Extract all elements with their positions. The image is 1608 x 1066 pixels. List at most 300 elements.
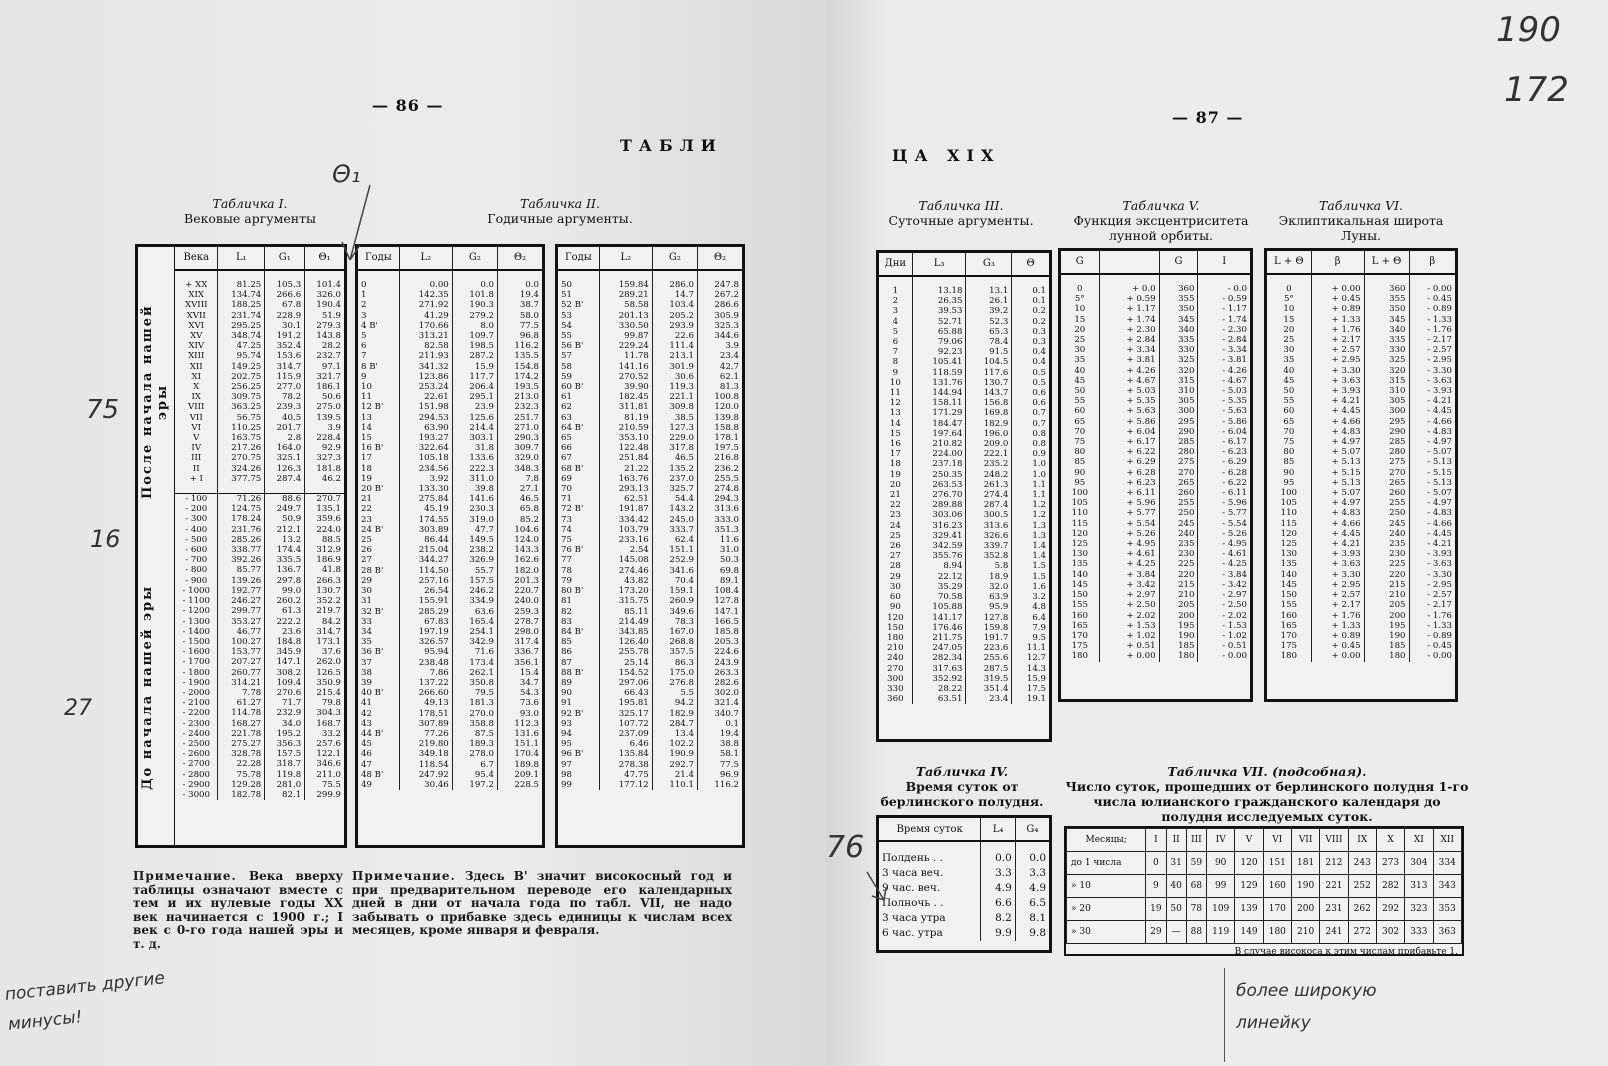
- table3-cell: 30: [889, 581, 901, 592]
- table4: [876, 815, 1052, 953]
- table6-row: [1267, 529, 1455, 539]
- table2b-cell: 167.0: [652, 627, 697, 637]
- table7-row: [1067, 875, 1462, 898]
- table1-cell: 129.28: [218, 780, 265, 790]
- table2b-cell: 96.9: [697, 770, 742, 780]
- table2a-cell: 20 B': [361, 484, 384, 495]
- table2b-row: [558, 749, 742, 759]
- table3-spacer: [879, 276, 1049, 286]
- table5-cell: - 5.77: [1198, 508, 1250, 518]
- table3-row: [879, 286, 1049, 296]
- table1-row: [175, 382, 344, 392]
- table1-cell: 201.7: [265, 423, 305, 433]
- table4-cell: 3 часа веч.: [882, 867, 944, 879]
- table7-cell: 304: [1405, 852, 1433, 875]
- table4-cell: 3.3: [981, 866, 1015, 881]
- table2a-row: [358, 586, 542, 596]
- table5-grid: [1061, 251, 1250, 662]
- table1-cell: 260.77: [218, 668, 265, 678]
- table2a-spacer: [358, 270, 542, 280]
- handwritten-27: 27: [64, 696, 92, 721]
- table1-cell: 211.0: [305, 770, 344, 780]
- table5-cell: - 1.53: [1198, 621, 1250, 631]
- table3-row: [879, 480, 1049, 490]
- table2a-cell: 170.66: [399, 321, 452, 331]
- table7-cell: 99: [1207, 875, 1235, 898]
- table5-cell: + 1.17: [1099, 304, 1159, 314]
- table2b-cell: 62: [561, 402, 572, 413]
- table5-cell: + 2.84: [1099, 335, 1159, 345]
- table2a-row: [358, 413, 542, 423]
- table1-cell: 262.0: [305, 657, 344, 667]
- table1-cell: 181.8: [305, 464, 344, 474]
- table7-cell: 68: [1186, 875, 1206, 898]
- table2a-cell: 15.4: [497, 668, 542, 678]
- table6-cell: 235: [1364, 539, 1409, 549]
- table1-row: [175, 617, 344, 627]
- table2b-row: [558, 668, 742, 678]
- handwritten-arrow: [330, 180, 380, 270]
- table6-cell: 115: [1280, 518, 1298, 529]
- table5-cell: 310: [1159, 386, 1198, 396]
- table7-cell: —: [1166, 921, 1186, 944]
- table4-grid: [879, 818, 1049, 941]
- table1-row: [175, 770, 344, 780]
- table6-row: [1267, 437, 1455, 447]
- table7-cell: 200: [1291, 898, 1319, 921]
- table1-cell: 195.2: [265, 729, 305, 739]
- table2a-cell: 26: [361, 545, 372, 556]
- table2a-cell: 206.4: [452, 382, 497, 392]
- table2a-cell: 143.3: [497, 545, 542, 555]
- table1-cell: 281.0: [265, 780, 305, 790]
- table3-cell: 0.6: [1012, 398, 1049, 408]
- table7-cell: 282: [1376, 875, 1404, 898]
- table1-cell: 126.5: [305, 668, 344, 678]
- table2b-row: [558, 770, 742, 780]
- table4-header-1: L₄: [981, 818, 1015, 841]
- table5-cell: 235: [1159, 539, 1198, 549]
- table2-title: Табличка II.: [520, 196, 600, 211]
- table2b-cell: 293.9: [652, 321, 697, 331]
- table3-cell: 4: [892, 316, 899, 327]
- table5-cell: - 6.17: [1198, 437, 1250, 447]
- table1-cell: 202.75: [218, 372, 265, 382]
- table2b-cell: 2.54: [599, 545, 652, 555]
- table3-cell: 17: [889, 449, 901, 460]
- table6-title: Табличка VI.: [1318, 198, 1404, 213]
- table5-cell: + 6.23: [1099, 478, 1159, 488]
- table2a-row: [358, 443, 542, 453]
- table2b-cell: 53: [561, 310, 572, 321]
- table1-cell: 314.21: [218, 678, 265, 688]
- table2a-row: [358, 402, 542, 412]
- table6-cell: 230: [1364, 549, 1409, 559]
- table6-cell: 85: [1283, 457, 1295, 468]
- table5-cell: 225: [1159, 559, 1198, 569]
- table2b-cell: 6.46: [599, 739, 652, 749]
- table2b-cell: 102.2: [652, 739, 697, 749]
- table1-cell: - 1700: [182, 657, 210, 668]
- table3-title: Табличка III.: [918, 198, 1004, 213]
- table2a-cell: 173.4: [452, 658, 497, 668]
- table6-cell: + 4.21: [1311, 396, 1364, 406]
- table1-cell: 352.2: [305, 596, 344, 606]
- table2b-cell: 141.16: [599, 362, 652, 372]
- table3-cell: 276.70: [912, 490, 966, 500]
- table3-cell: 224.00: [912, 449, 966, 459]
- table5-cell: 135: [1071, 559, 1088, 570]
- table2b-cell: 98: [561, 769, 572, 780]
- table7-cell: » 20: [1067, 898, 1146, 921]
- table6-cell: + 2.95: [1311, 355, 1364, 365]
- table1-title: Табличка I.: [212, 196, 288, 211]
- table2a-cell: 303.89: [399, 525, 452, 535]
- table1-cell: 115.9: [265, 372, 305, 382]
- table7-cell: 241: [1320, 921, 1348, 944]
- table3-cell: 12.7: [1012, 653, 1049, 663]
- table3-cell: 118.59: [912, 368, 966, 378]
- table1-row: [175, 708, 344, 718]
- table1-cell: - 1600: [182, 647, 210, 658]
- table6-cell: - 2.17: [1409, 335, 1455, 345]
- table7-cell: 139: [1235, 898, 1263, 921]
- table5-cell: - 5.63: [1198, 406, 1250, 416]
- table2a-cell: 114.50: [399, 566, 452, 576]
- table5-cell: 120: [1071, 528, 1088, 539]
- table6-row: [1267, 641, 1455, 651]
- table2a-cell: 58.0: [497, 311, 542, 321]
- table1-cell: 215.4: [305, 688, 344, 698]
- table3-row: [879, 449, 1049, 459]
- table2a-cell: 39: [361, 677, 372, 688]
- table6-cell: - 1.76: [1409, 611, 1455, 621]
- table6-cell: 80: [1283, 447, 1295, 458]
- table1-cell: 228.9: [265, 311, 305, 321]
- table2-part-a: [355, 244, 545, 848]
- table3-cell: 120: [887, 612, 904, 623]
- table6-row: [1267, 488, 1455, 498]
- table7-cell: 333: [1405, 921, 1433, 944]
- table2a-cell: 73.6: [497, 698, 542, 708]
- table2a-cell: 7.8: [497, 474, 542, 484]
- table1-cell: - 2300: [182, 718, 210, 729]
- table7-cell: до 1 числа: [1067, 852, 1146, 875]
- table3-row: [879, 561, 1049, 571]
- table5-cell: 30: [1074, 345, 1086, 356]
- table1-cell: 84.2: [305, 617, 344, 627]
- table6-cell: 15: [1283, 314, 1295, 325]
- table2b-cell: 127.8: [697, 596, 742, 606]
- table3-row: [879, 439, 1049, 449]
- table4-spacer: [879, 841, 1049, 851]
- table3-cell: 19: [889, 469, 901, 480]
- table1-row: [175, 280, 344, 290]
- table3-cell: 143.7: [966, 388, 1012, 398]
- table4-cell: 3.3: [1015, 866, 1049, 881]
- table2b-cell: 100.8: [697, 392, 742, 402]
- table6-cell: 25: [1283, 335, 1295, 346]
- table5-cell: - 0.51: [1198, 641, 1250, 651]
- table2a-cell: 7: [361, 351, 367, 362]
- table3-row: [879, 531, 1049, 541]
- table7-cell: 323: [1405, 898, 1433, 921]
- table3-cell: 0.6: [1012, 388, 1049, 398]
- table2a-cell: 198.5: [452, 341, 497, 351]
- table3-row: [879, 296, 1049, 306]
- table3-cell: 104.5: [966, 357, 1012, 367]
- table6-cell: 180: [1364, 651, 1409, 661]
- table2b-cell: 282.6: [697, 678, 742, 688]
- table3-cell: 330: [887, 683, 904, 694]
- table2b-row: [558, 760, 742, 770]
- table1-cell: 23.6: [265, 627, 305, 637]
- table3-cell: 159.8: [966, 623, 1012, 633]
- table1-row: [175, 780, 344, 790]
- table3-cell: 150: [887, 622, 904, 633]
- table2a-cell: 22: [361, 504, 372, 515]
- table5-cell: - 6.23: [1198, 447, 1250, 457]
- table3-cell: 19.1: [1012, 694, 1049, 704]
- table2a-cell: 278.7: [497, 617, 542, 627]
- table5-row: [1061, 488, 1250, 498]
- table6-cell: + 4.97: [1311, 437, 1364, 447]
- table3-cell: 282.34: [912, 653, 966, 663]
- table2b-row: [558, 698, 742, 708]
- table6-cell: 335: [1364, 335, 1409, 345]
- table1-cell: 126.3: [265, 464, 305, 474]
- table1-cell: 308.2: [265, 668, 305, 678]
- table2b-cell: 127.3: [652, 423, 697, 433]
- table6-cell: 100: [1280, 488, 1298, 499]
- table6-cell: 360: [1364, 284, 1409, 294]
- table6-cell: + 1.76: [1311, 325, 1364, 335]
- table2a-cell: 5: [361, 331, 367, 342]
- table7-cell: 129: [1235, 875, 1263, 898]
- table3-cell: 11.1: [1012, 643, 1049, 653]
- table2a-cell: 189.8: [497, 760, 542, 770]
- table2a-cell: 42: [361, 708, 372, 719]
- table6-cell: - 5.15: [1409, 468, 1455, 478]
- table3-cell: 0.5: [1012, 378, 1049, 388]
- table2b-cell: 86.3: [652, 658, 697, 668]
- table5-row: [1061, 294, 1250, 304]
- table2a-cell: 270.0: [452, 709, 497, 719]
- table3-header-2: G₃: [966, 253, 1012, 276]
- table2b-row: [558, 382, 742, 392]
- table1-cell: 85.77: [218, 565, 265, 575]
- table4-cell: 0.0: [1015, 851, 1049, 866]
- table3-row: [879, 327, 1049, 337]
- table7-cell: 181: [1291, 852, 1319, 875]
- table1-cell: 114.78: [218, 708, 265, 718]
- table5-cell: - 4.26: [1198, 366, 1250, 376]
- table1-cell: 190.4: [305, 300, 344, 310]
- table2b-cell: 122.48: [599, 443, 652, 453]
- table7-row: [1067, 921, 1462, 944]
- table6-row: [1267, 570, 1455, 580]
- table1-cell: - 1100: [182, 596, 210, 607]
- table5-cell: 240: [1159, 529, 1198, 539]
- table2a-cell: 311.0: [452, 474, 497, 484]
- table2b-row: [558, 586, 742, 596]
- table4-cell: 3 часа утра: [882, 912, 946, 924]
- table1-cell: 75.78: [218, 770, 265, 780]
- table6-cell: + 0.45: [1311, 641, 1364, 651]
- table3-cell: 247.05: [912, 643, 966, 653]
- table5-cell: 220: [1159, 570, 1198, 580]
- table2a-cell: 3: [361, 310, 367, 321]
- table2b-cell: 42.7: [697, 362, 742, 372]
- handwritten-note-right: более широкую линейку: [1236, 981, 1377, 1033]
- table2a-cell: 67.83: [399, 617, 452, 627]
- table3-cell: 287.5: [966, 664, 1012, 674]
- table3-cell: 1.2: [1012, 510, 1049, 520]
- table2b-cell: 159.1: [652, 586, 697, 596]
- table1-row: [175, 464, 344, 474]
- table3-row: [879, 521, 1049, 531]
- table2a-row: [358, 617, 542, 627]
- table6-cell: 190: [1364, 631, 1409, 641]
- table3-cell: 270: [887, 663, 904, 674]
- table2a-cell: 162.6: [497, 555, 542, 565]
- table2b-cell: 201.13: [599, 311, 652, 321]
- table1-cell: - 2200: [182, 708, 210, 719]
- table2a-cell: 151.98: [399, 402, 452, 412]
- table3-cell: 18: [889, 459, 901, 470]
- table6-row: [1267, 611, 1455, 621]
- table2a-cell: 358.8: [452, 719, 497, 729]
- table5-subtitle: Функция эксцентриситета лунной орбиты.: [1073, 213, 1249, 243]
- table2b-cell: 86: [561, 647, 572, 658]
- table7-header-12: XII: [1433, 829, 1461, 852]
- table2a-cell: 86.44: [399, 535, 452, 545]
- table3-row: [879, 653, 1049, 663]
- table1-cell: 309.75: [218, 392, 265, 402]
- table2b-cell: 89.1: [697, 576, 742, 586]
- table2b-cell: 63: [561, 412, 572, 423]
- table6-cell: + 3.63: [1311, 559, 1364, 569]
- table6-cell: + 3.30: [1311, 366, 1364, 376]
- table3-row: [879, 398, 1049, 408]
- table7-cell: 59: [1186, 852, 1206, 875]
- table2b-cell: 58.58: [599, 300, 652, 310]
- table6-cell: 50: [1283, 386, 1295, 397]
- table5-cell: 265: [1159, 478, 1198, 488]
- table2a-cell: 154.8: [497, 362, 542, 372]
- table2b-cell: 62.4: [652, 535, 697, 545]
- table5-row: [1061, 406, 1250, 416]
- table1-cell: 149.25: [218, 362, 265, 372]
- table1-cell: - 2400: [182, 728, 210, 739]
- table1-cell: - 600: [185, 545, 208, 556]
- table2a-row: [358, 607, 542, 617]
- table3-row: [879, 613, 1049, 623]
- table4-cell: 4.9: [981, 881, 1015, 896]
- table3-cell: 23: [889, 510, 901, 521]
- table5-cell: + 1.02: [1099, 631, 1159, 641]
- table2b-cell: 21.22: [599, 464, 652, 474]
- table3-cell: 237.18: [912, 459, 966, 469]
- table2b-row: [558, 729, 742, 739]
- table2a-cell: 104.6: [497, 525, 542, 535]
- table1-cell: III: [191, 453, 202, 464]
- table6-cell: 30: [1283, 345, 1295, 356]
- table5-cell: + 0.51: [1099, 641, 1159, 651]
- table1-cell: 157.5: [265, 749, 305, 759]
- table1-cell: - 1900: [182, 677, 210, 688]
- table5-cell: + 4.95: [1099, 539, 1159, 549]
- table1-cell: 221.78: [218, 729, 265, 739]
- table2b-cell: 80 B': [561, 586, 584, 597]
- table3-cell: 0.2: [1012, 317, 1049, 327]
- table1-cell: - 2600: [182, 749, 210, 760]
- table1-cell: XIII: [188, 351, 205, 362]
- table2b-cell: 237.09: [599, 729, 652, 739]
- table5-row: [1061, 427, 1250, 437]
- table2b-cell: 67: [561, 453, 572, 464]
- table2b-cell: 30.6: [652, 372, 697, 382]
- table1-row: [175, 351, 344, 361]
- table1-header-3: Θ₁: [305, 247, 344, 270]
- table7-header-4: IV: [1207, 829, 1235, 852]
- table2b-cell: 317.8: [652, 443, 697, 453]
- table1-cell: 136.7: [265, 565, 305, 575]
- table6-cell: - 5.07: [1409, 488, 1455, 498]
- table5-cell: 300: [1159, 406, 1198, 416]
- table2a-row: [358, 709, 542, 719]
- table1-row: [175, 668, 344, 678]
- table6-cell: 280: [1364, 447, 1409, 457]
- table7-cell: 19: [1146, 898, 1166, 921]
- table5-row: [1061, 600, 1250, 610]
- table2b-cell: 103.79: [599, 525, 652, 535]
- table2b-cell: 325.3: [697, 321, 742, 331]
- table6-cell: - 2.95: [1409, 580, 1455, 590]
- table3-cell: 60: [889, 592, 901, 603]
- table3-cell: 91.5: [966, 347, 1012, 357]
- table2b-cell: 89: [561, 677, 572, 688]
- table6-cell: - 0.45: [1409, 641, 1455, 651]
- table2a-cell: 190.3: [452, 300, 497, 310]
- table2a-row: [358, 331, 542, 341]
- table2b-row: [558, 402, 742, 412]
- table1-cell: 71.7: [265, 698, 305, 708]
- table1-cell: 231.74: [218, 311, 265, 321]
- table3-row: [879, 602, 1049, 612]
- table6-cell: - 4.45: [1409, 406, 1455, 416]
- table2b-cell: 110.1: [652, 780, 697, 790]
- table5-row: [1061, 508, 1250, 518]
- table5-header-2: G: [1159, 251, 1198, 274]
- table2a-cell: 295.1: [452, 392, 497, 402]
- table3-cell: 0.3: [1012, 327, 1049, 337]
- table5-cell: + 4.26: [1099, 366, 1159, 376]
- table2-caption: [440, 196, 680, 226]
- table3-row: [879, 337, 1049, 347]
- table1-row: [175, 637, 344, 647]
- table2b-cell: 252.9: [652, 555, 697, 565]
- table2b-cell: 229.24: [599, 341, 652, 351]
- table2b-cell: 274.46: [599, 566, 652, 576]
- table5-cell: + 6.29: [1099, 457, 1159, 467]
- table7-cell: 119: [1207, 921, 1235, 944]
- table2b-cell: 66.43: [599, 688, 652, 698]
- table2b-cell: 151.1: [652, 545, 697, 555]
- table5-cell: 65: [1074, 416, 1086, 427]
- table6-cell: + 4.83: [1311, 508, 1364, 518]
- table3-cell: 171.29: [912, 408, 966, 418]
